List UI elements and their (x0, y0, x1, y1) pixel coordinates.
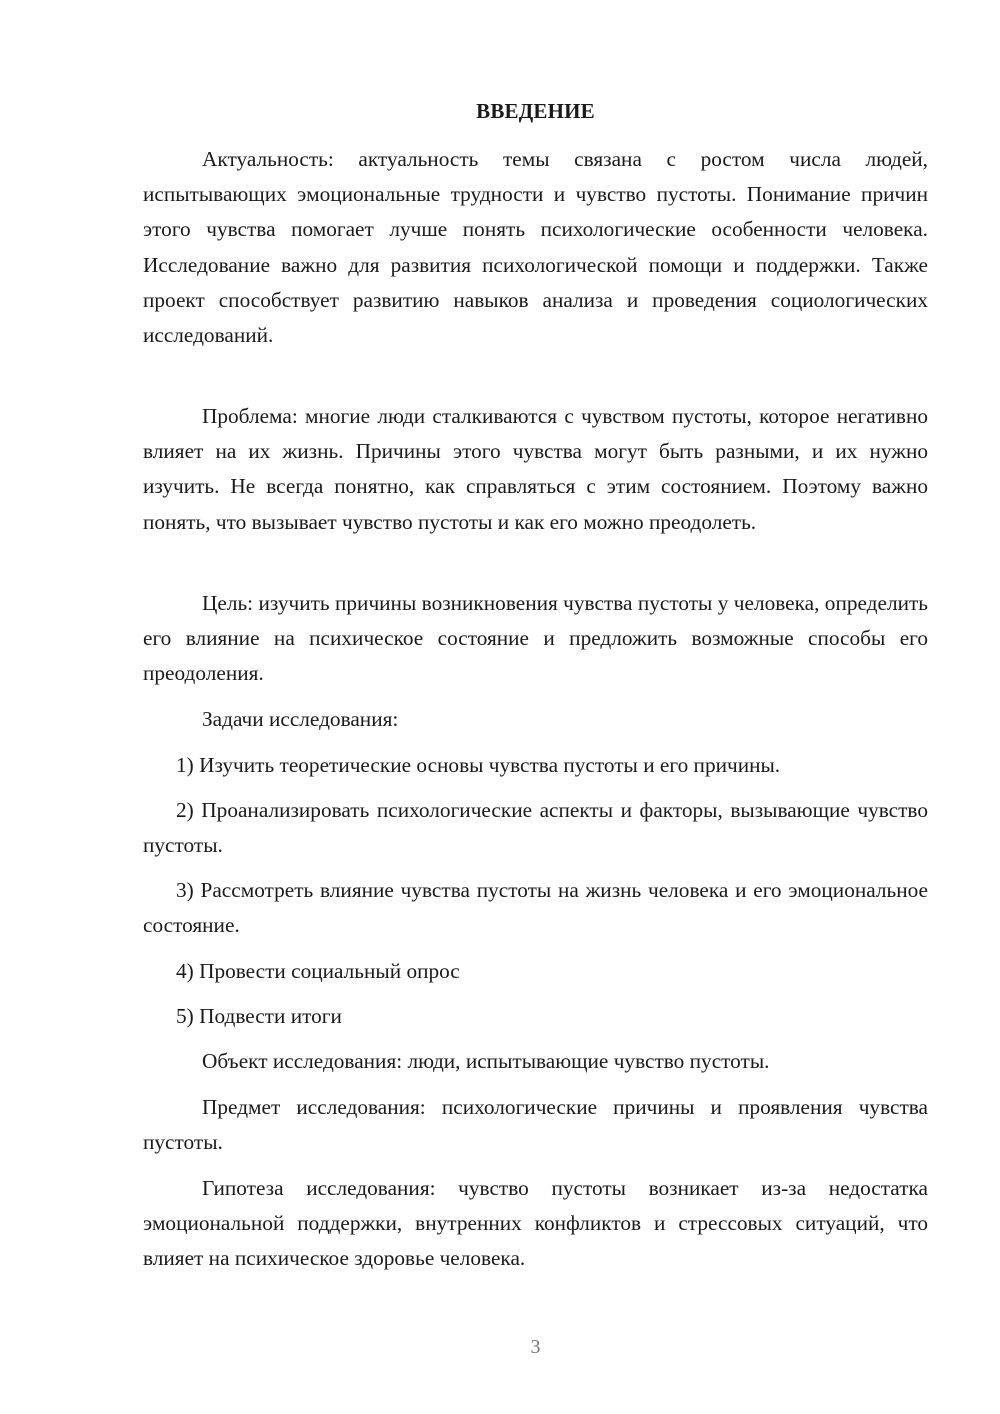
goal-paragraph: Цель: изучить причины возникновения чувства пустоты у человека, определить его влияние на психическое состояние и предложить возможные способы его преодоления. (143, 591, 928, 686)
page-number: 3 (530, 1336, 541, 1358)
task-item-1: 1) Изучить теоретические основы чувства пустоты и его причины. (176, 753, 781, 777)
task-item-2: 2) Проанализировать психологические аспекты и факторы, вызывающие чувство пустоты. (143, 798, 928, 858)
task-item-5: 5) Подвести итоги (176, 1004, 342, 1028)
problem-paragraph: Проблема: многие люди сталкиваются с чувством пустоты, которое негативно влияет на их жизнь. Причины этого чувства могут быть разными, и их нужно изучить. Не всегда понятно, как справляться с этим состоянием. Поэтому важно понять, что вызывает чувство пустоты и как его можно преодолеть. (143, 404, 928, 534)
tasks-heading: Задачи исследования: (202, 707, 399, 731)
object-paragraph: Объект исследования: люди, испытывающие чувство пустоты. (202, 1049, 770, 1073)
section-title: ВВЕДЕНИЕ (476, 99, 595, 123)
task-item-4: 4) Провести социальный опрос (176, 959, 460, 983)
subject-paragraph: Предмет исследования: психологические причины и проявления чувства пустоты. (143, 1095, 928, 1155)
task-item-3: 3) Рассмотреть влияние чувства пустоты на жизнь человека и его эмоциональное состояние. (143, 878, 928, 938)
hypothesis-paragraph: Гипотеза исследования: чувство пустоты возникает из-за недостатка эмоциональной поддержки, внутренних конфликтов и стрессовых ситуаций, что влияет на психическое здоровье человека. (143, 1176, 928, 1271)
relevance-paragraph: Актуальность: актуальность темы связана с ростом числа людей, испытывающих эмоциональные трудности и чувство пустоты. Понимание причин этого чувства помогает лучше понять психологические особенности человека. Исследование важно для развития психологической помощи и поддержки. Также проект способствует развитию навыков анализа и проведения социологических исследований. (143, 147, 928, 348)
